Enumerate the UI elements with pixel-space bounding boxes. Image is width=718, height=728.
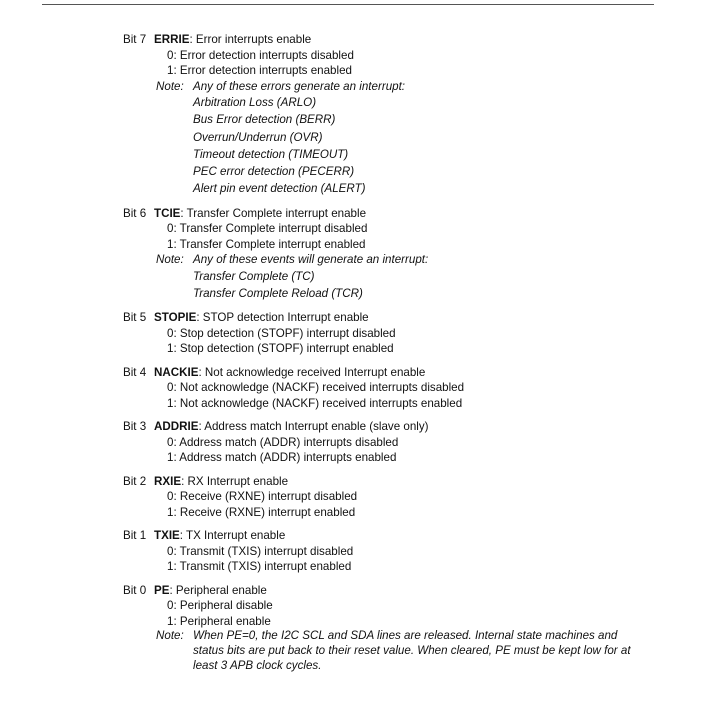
note-item: Alert pin event detection (ALERT): [193, 182, 366, 196]
bit-header: [123, 365, 683, 381]
field-name: TCIE: [154, 206, 181, 220]
field-description: : Error interrupts enable: [189, 33, 312, 46]
bit-header: [123, 419, 683, 435]
note-item: Overrun/Underrun (OVR): [193, 130, 323, 144]
field-description: : Peripheral enable: [169, 583, 267, 597]
note-item: Bus Error detection (BERR): [193, 113, 336, 127]
note-item: Transfer Complete (TC): [193, 269, 315, 283]
bit-number: Bit 1: [123, 529, 147, 543]
bit-3-section: [123, 419, 683, 466]
field-name: ADDRIE: [154, 420, 199, 434]
option-0: 0: Peripheral disable: [167, 599, 273, 613]
option-0: 0: Receive (RXNE) interrupt disabled: [167, 490, 358, 504]
option-0: 0: Transfer Complete interrupt disabled: [167, 222, 368, 236]
option-0: 0: Not acknowledge (NACKF) received interrupts disabled: [167, 381, 465, 395]
option-1: 1: Peripheral enable: [167, 614, 271, 628]
note: [123, 252, 683, 268]
option-1: 1: Not acknowledge (NACKF) received interrupts enabled: [167, 396, 463, 410]
option-0: 0: Transmit (TXIS) interrupt disabled: [167, 544, 354, 558]
field-name: STOPIE: [154, 311, 197, 325]
note-text: Any of these events will generate an interrupt:: [193, 253, 429, 267]
bit-number: Bit 2: [123, 474, 147, 488]
bit-number: Bit 4: [123, 365, 147, 379]
bit-header: [123, 206, 683, 222]
option-1: 1: Address match (ADDR) interrupts enabled: [167, 451, 397, 465]
option-0: 0: Stop detection (STOPF) interrupt disabled: [167, 326, 396, 340]
bit-1-section: [123, 528, 683, 575]
field-description: : TX Interrupt enable: [179, 529, 286, 543]
bit-2-section: [123, 474, 683, 521]
note: [123, 629, 648, 673]
note-text: When PE=0, the I2C SCL and SDA lines are released. Internal state machines and status bits are put back to their reset value. When cleared, PE must be kept low for at least 3 APB clock cycles.: [193, 629, 631, 672]
bit-header: [123, 32, 683, 48]
bit-number: Bit 7: [123, 33, 147, 46]
field-name: TXIE: [154, 529, 180, 543]
field-name: ERRIE: [154, 33, 190, 46]
bit-header: [123, 583, 683, 599]
field-name: NACKIE: [154, 365, 199, 379]
field-name: PE: [154, 583, 170, 597]
note-label: Note:: [156, 629, 184, 643]
field-description: : STOP detection Interrupt enable: [196, 311, 369, 325]
register-bit-descriptions: [123, 32, 683, 681]
option-1: 1: Receive (RXNE) interrupt enabled: [167, 505, 356, 519]
note-item: Timeout detection (TIMEOUT): [193, 147, 349, 161]
option-1: 1: Stop detection (STOPF) interrupt enabled: [167, 342, 394, 356]
bit-7-section: [123, 32, 683, 198]
option-0: 0: Error detection interrupts disabled: [167, 48, 354, 62]
bit-header: [123, 528, 683, 544]
field-description: : Address match Interrupt enable (slave only): [198, 420, 429, 434]
note-text: Any of these errors generate an interrupt:: [193, 79, 406, 93]
bit-header: [123, 474, 683, 490]
field-name: RXIE: [154, 474, 182, 488]
note: [123, 79, 683, 95]
bit-number: Bit 0: [123, 583, 147, 597]
note-item: PEC error detection (PECERR): [193, 165, 355, 179]
note-item: Arbitration Loss (ARLO): [193, 96, 317, 109]
note-label: Note:: [156, 79, 184, 93]
bit-number: Bit 5: [123, 311, 147, 325]
option-0: 0: Address match (ADDR) interrupts disabled: [167, 435, 399, 449]
note-label: Note:: [156, 253, 184, 267]
option-1: 1: Transfer Complete interrupt enabled: [167, 237, 366, 251]
option-1: 1: Transmit (TXIS) interrupt enabled: [167, 560, 352, 574]
field-description: : Not acknowledge received Interrupt enable: [198, 365, 426, 379]
note-item: Transfer Complete Reload (TCR): [193, 287, 363, 301]
bit-number: Bit 6: [123, 206, 147, 220]
option-1: 1: Error detection interrupts enabled: [167, 64, 352, 77]
field-description: : Transfer Complete interrupt enable: [180, 206, 367, 220]
bit-4-section: [123, 365, 683, 412]
bit-header: [123, 310, 683, 326]
bit-0-section: [123, 583, 683, 673]
top-rule: [42, 4, 654, 5]
field-description: : RX Interrupt enable: [181, 474, 289, 488]
bit-number: Bit 3: [123, 420, 147, 434]
bit-5-section: [123, 310, 683, 357]
bit-6-section: [123, 206, 683, 303]
